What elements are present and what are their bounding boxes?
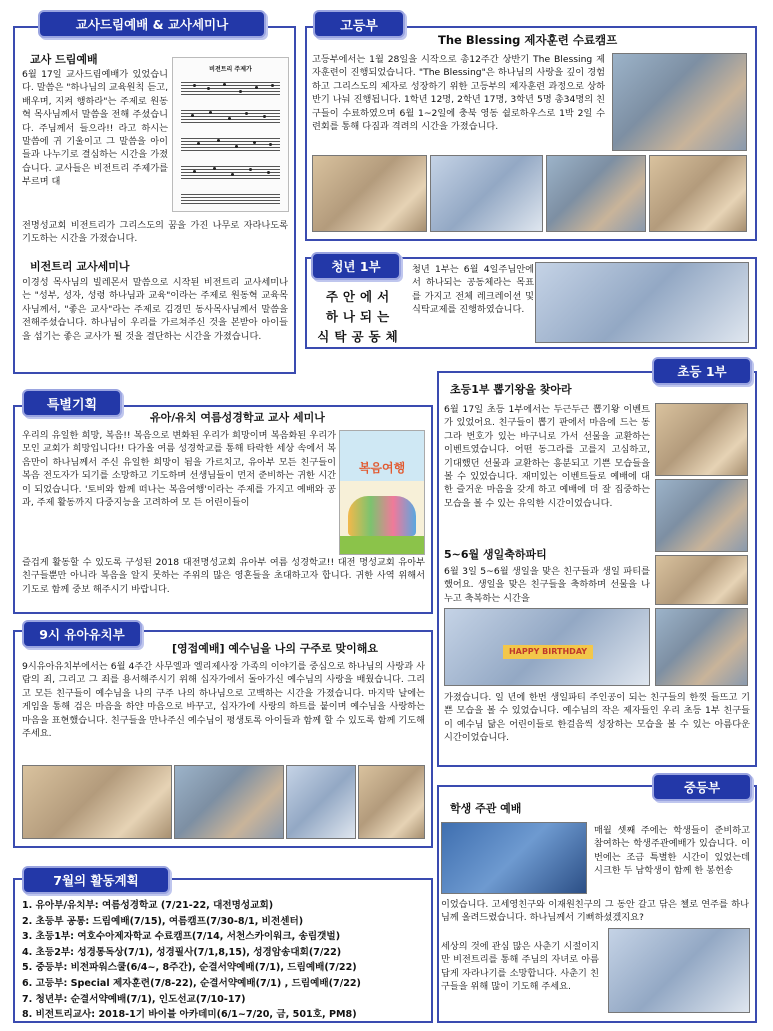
middle-text-1: 매월 셋째 주에는 학생들이 준비하고 참여하는 학생주관예배가 있습니다. 이번에는 조금 특별한 시간이 있었는데 시크한 두 남학생이 함께 한 봉헌송 <box>594 825 750 877</box>
highschool-photo-3 <box>546 155 646 232</box>
elementary-text-2: 6월 3일 5~6월 생일을 맞은 친구들과 생일 파티를 했어요. 생일을 맞은 친구들을 축하하며 선물을 나누고 축복하는 시간을 <box>444 566 650 604</box>
elementary-title-1: 초등1부 뽑기왕을 찾아라 <box>450 383 572 396</box>
july-list <box>22 898 361 1023</box>
teacher-worship-text-cont: 전명성교회 비전트리가 그리스도의 꿈을 가진 나무로 자라나도록 기도하는 시간을 가졌습니다. <box>22 220 288 245</box>
elementary-text-3: 가졌습니다. 일 년에 한번 생일파티 주인공이 되는 친구들의 한껏 들뜨고 기쁜 모습을 볼 수 있었습니다. 예수님의 작은 제자들인 우리 초등 1부 친구들이 예수님 닮은 어린이들로 한걸음씩 성장하는 모습을 볼 수 있는 아름다운 시간이었습니다. <box>444 692 750 744</box>
teacher-tab: 교사드림예배 & 교사세미나 <box>38 10 266 38</box>
kinder-photo-4 <box>358 765 425 839</box>
kinder-tab: 9시 유아유치부 <box>22 620 142 648</box>
elementary-photo-1 <box>655 403 748 476</box>
youth-slogan-line-1: 주안에서 <box>325 289 395 304</box>
middle-title: 학생 주관 예배 <box>450 802 522 815</box>
birthday-banner: HAPPY BIRTHDAY <box>503 645 593 659</box>
elementary-title-2: 5~6월 생일축하파티 <box>444 548 547 561</box>
teacher-seminar-text: 이경성 목사님의 빌레몬서 말씀으로 시작된 비전트리 교사세미나는 "성부, 성자, 성령 하나님과 교육"이라는 주제로 원동혁 교육목사님께서, "좋은 교사"라는 주제로 김경민 동사목사님께서 말씀을 전해주셨습니다. 하나님이 우리를 가르쳐주신 것을 본받아 아이들을 섬기는 좋은 교사가 될 것을 결단하는 시간을 가졌습니다. <box>22 277 288 342</box>
teacher-worship-title: 교사 드림예배 <box>30 53 98 66</box>
kinder-title: [영접예배] 예수님을 나의 구주로 맞이해요 <box>172 642 379 655</box>
elementary-photo-3 <box>655 555 748 605</box>
special-title: 유아/유치 여름성경학교 교사 세미나 <box>150 411 325 424</box>
highschool-group-photo <box>612 53 747 151</box>
highschool-photo-1 <box>312 155 427 232</box>
youth-photo <box>535 262 749 343</box>
poster-title: 복음여행 <box>358 461 406 475</box>
elementary-photo-2 <box>655 479 748 552</box>
elementary-photo-4 <box>655 608 748 686</box>
highschool-photo-4 <box>649 155 747 232</box>
highschool-photo-2 <box>430 155 543 232</box>
july-tab: 7월의 활동계획 <box>22 866 170 894</box>
july-item-7: 7. 청년부: 순결서약예배(7/1), 인도선교(7/10-17) <box>22 993 246 1005</box>
teacher-worship-text: 6월 17일 교사드림예배가 있었습니다. 말씀은 "하나님의 교육원칙 듣고, 배우며, 지켜 행하라"는 주제로 원동혁 목사님께서 말씀을 전해 주셨습니다. 주님께서 들으라!! 라고 하시는 말씀에 귀 기울이고 그 말씀을 아이들과 나누기로 결심하는 시간을 가졌습니다. 교사들은 비전트리 주제가를 부르며 대 <box>22 69 168 188</box>
july-item-1: 1. 유아부/유치부: 여름성경학교 (7/21-22, 대전명성교회) <box>22 900 274 911</box>
special-poster <box>339 430 425 555</box>
highschool-title: The Blessing 제자훈련 수료캠프 <box>438 33 618 47</box>
youth-slogan-line-2: 하나되는 <box>325 309 395 324</box>
july-item-4: 4. 초등2부: 성경통독상(7/1), 성경필사(7/1,8,15), 성경암송대회(7/22) <box>22 946 342 958</box>
poster-ground <box>340 536 424 554</box>
kinder-photo-3 <box>286 765 356 839</box>
special-text: 우리의 유일한 희망, 복음!! 복음으로 변화된 우리가 희망이며 복음화된 우리가 모인 교회가 희망입니다!! 다가올 여름 성경학교를 통해 타락한 세상 속에서 복음만이 하나님께서 주신 유일한 희망이 됨을 가르치고, 유아부 모든 친구들이 복음 전도자가 되기를 소망하고 기도하며 선생님들이 먼저 준비하는 귀한 시간이 되었습니다. '토비와 함께 떠나는 복음여행'이라는 주제를 가지고 예배와 공과, 주제 활동까지 다중지능을 고려하여 모 든 어린이들이 <box>22 430 336 509</box>
teacher-seminar-title: 비전트리 교사세미나 <box>30 260 130 273</box>
elementary-text-1: 6월 17일 초등 1부에서는 두근두근 뽑기왕 이벤트가 있었어요. 친구들이 뽑기 판에서 마음에 드는 동그라 번호가 있는 바구니로 가서 선물을 교환하는 이벤트였습니다. 어떤 동그라를 고를지 고심하고, 기대했던 선물과 교환하는 흥분되고 기쁜 모습들을 볼 수 있었습니다. 재미있는 이벤트들로 예배에 대한 즐거운 마음을 갖게 하고 예배에 더 잘 집중하는 모습을 볼 수 있는 유익한 시간이었습니다. <box>444 404 650 509</box>
july-item-3: 3. 초등1부: 여호수아제자학교 수료캠프(7/14, 서천스카이워크, 송림갯벌) <box>22 931 341 943</box>
highschool-text: 고등부에서는 1월 28일을 시작으로 총12주간 상반기 The Blessing 제자훈련이 진행되었습니다. "The Blessing"은 하나님의 사랑을 깊이 경험하고 그리스도의 제자로 성장하기 위한 고등부의 제자훈련 과정으로 상하반기 나눠 진행됩니다. 1학년 12명, 2학년 17명, 3학년 5명 총34명의 친구들이 수료하였으며 6월 1~2일에 충북 영동 쉴로하우스로 1박 2일 수련회를 통해 다짐과 격려의 시간을 가졌습니다. <box>312 54 605 133</box>
birthday-photo <box>444 608 650 686</box>
sheet-title: 비전트리 주제가 <box>209 66 252 73</box>
middle-tab: 중등부 <box>652 773 752 801</box>
middle-text-3: 세상의 것에 관심 많은 사춘기 시절이지만 비전트리를 통해 주님의 자녀로 아름답게 자라나기를 소망합니다. 사춘기 친구들을 위해 많이 기도해 주세요. <box>441 941 599 993</box>
highschool-tab: 고등부 <box>313 10 405 38</box>
july-item-5: 5. 중등부: 비전파워스쿨(6/4~, 8주간), 순결서약예배(7/1), 드림예배(7/22) <box>22 962 357 974</box>
music-sheet-image <box>172 57 289 212</box>
poster-kids <box>348 496 416 536</box>
july-item-6: 6. 고등부: Special 제자훈련(7/8-22), 순결서약예배(7/1) , 드림예배(7/22) <box>22 977 361 989</box>
kinder-text: 9시유아유치부에서는 6월 4주간 사무엘과 엘리제사장 가족의 이야기를 중심으로 하나님의 사랑과 사람의 죄, 그리고 그 죄를 용서해주시기 위해 십자가에서 돌아가신 예수님의 사랑을 배웠습니다. 그리고 모든 친구들이 예수님을 나의 구주 나의 하나님으로 고백하는 시간을 가졌습니다. 마지막 날에는 게임을 통해 검은 마음을 하얀 마음으로 바꾸고, 십자가에 사랑의 하트를 붙이며 예수님을 사랑하는 마음을 표현했습니다. 친구들을 만나주신 예수님이 평생토록 아이들과 함께 할 수 있도록 함께 기도해주세요. <box>22 661 425 740</box>
youth-text: 청년 1부는 6월 4일주님안에서 하나되는 공동체라는 목표를 가지고 전체 레크레이션 및 식탁교제를 진행하였습니다. <box>412 264 534 316</box>
special-text-cont: 즐겁게 활동할 수 있도록 구성된 2018 대전명성교회 유아부 여름 성경학교!! 대전 명성교회 유아부 친구들뿐만 아니라 복음을 알지 못하는 주위의 많은 영혼들을 초대하고자 합니다. 귀한 사역 위해서 기도로 함께 중보 해주시기 바랍니다. <box>22 557 425 595</box>
july-item-2: 2. 초등부 공통: 드림예배(7/15), 여름캠프(7/30-8/1, 비전센터) <box>22 915 304 927</box>
middle-photo-1 <box>441 822 587 894</box>
kinder-photo-2 <box>174 765 284 839</box>
special-tab: 특별기획 <box>22 389 122 417</box>
middle-photo-2 <box>608 928 750 1013</box>
youth-slogan-line-3: 식탁공동체 <box>317 329 403 344</box>
middle-text-2: 이었습니다. 고세영친구와 이재원친구의 그 동안 갈고 닦은 첼로 연주를 하나님께 올려드렸습니다. 하나님께서 기뻐하셨겠지요? <box>441 899 749 924</box>
elementary-tab: 초등 1부 <box>652 357 752 385</box>
kinder-photo-1 <box>22 765 172 839</box>
youth-slogan <box>310 287 410 347</box>
july-item-8: 8. 비전트리교사: 2018-1기 바이블 아카데미(6/1~7/20, 금, 501호, PM8) <box>22 1009 357 1021</box>
youth-tab: 청년 1부 <box>311 252 401 280</box>
